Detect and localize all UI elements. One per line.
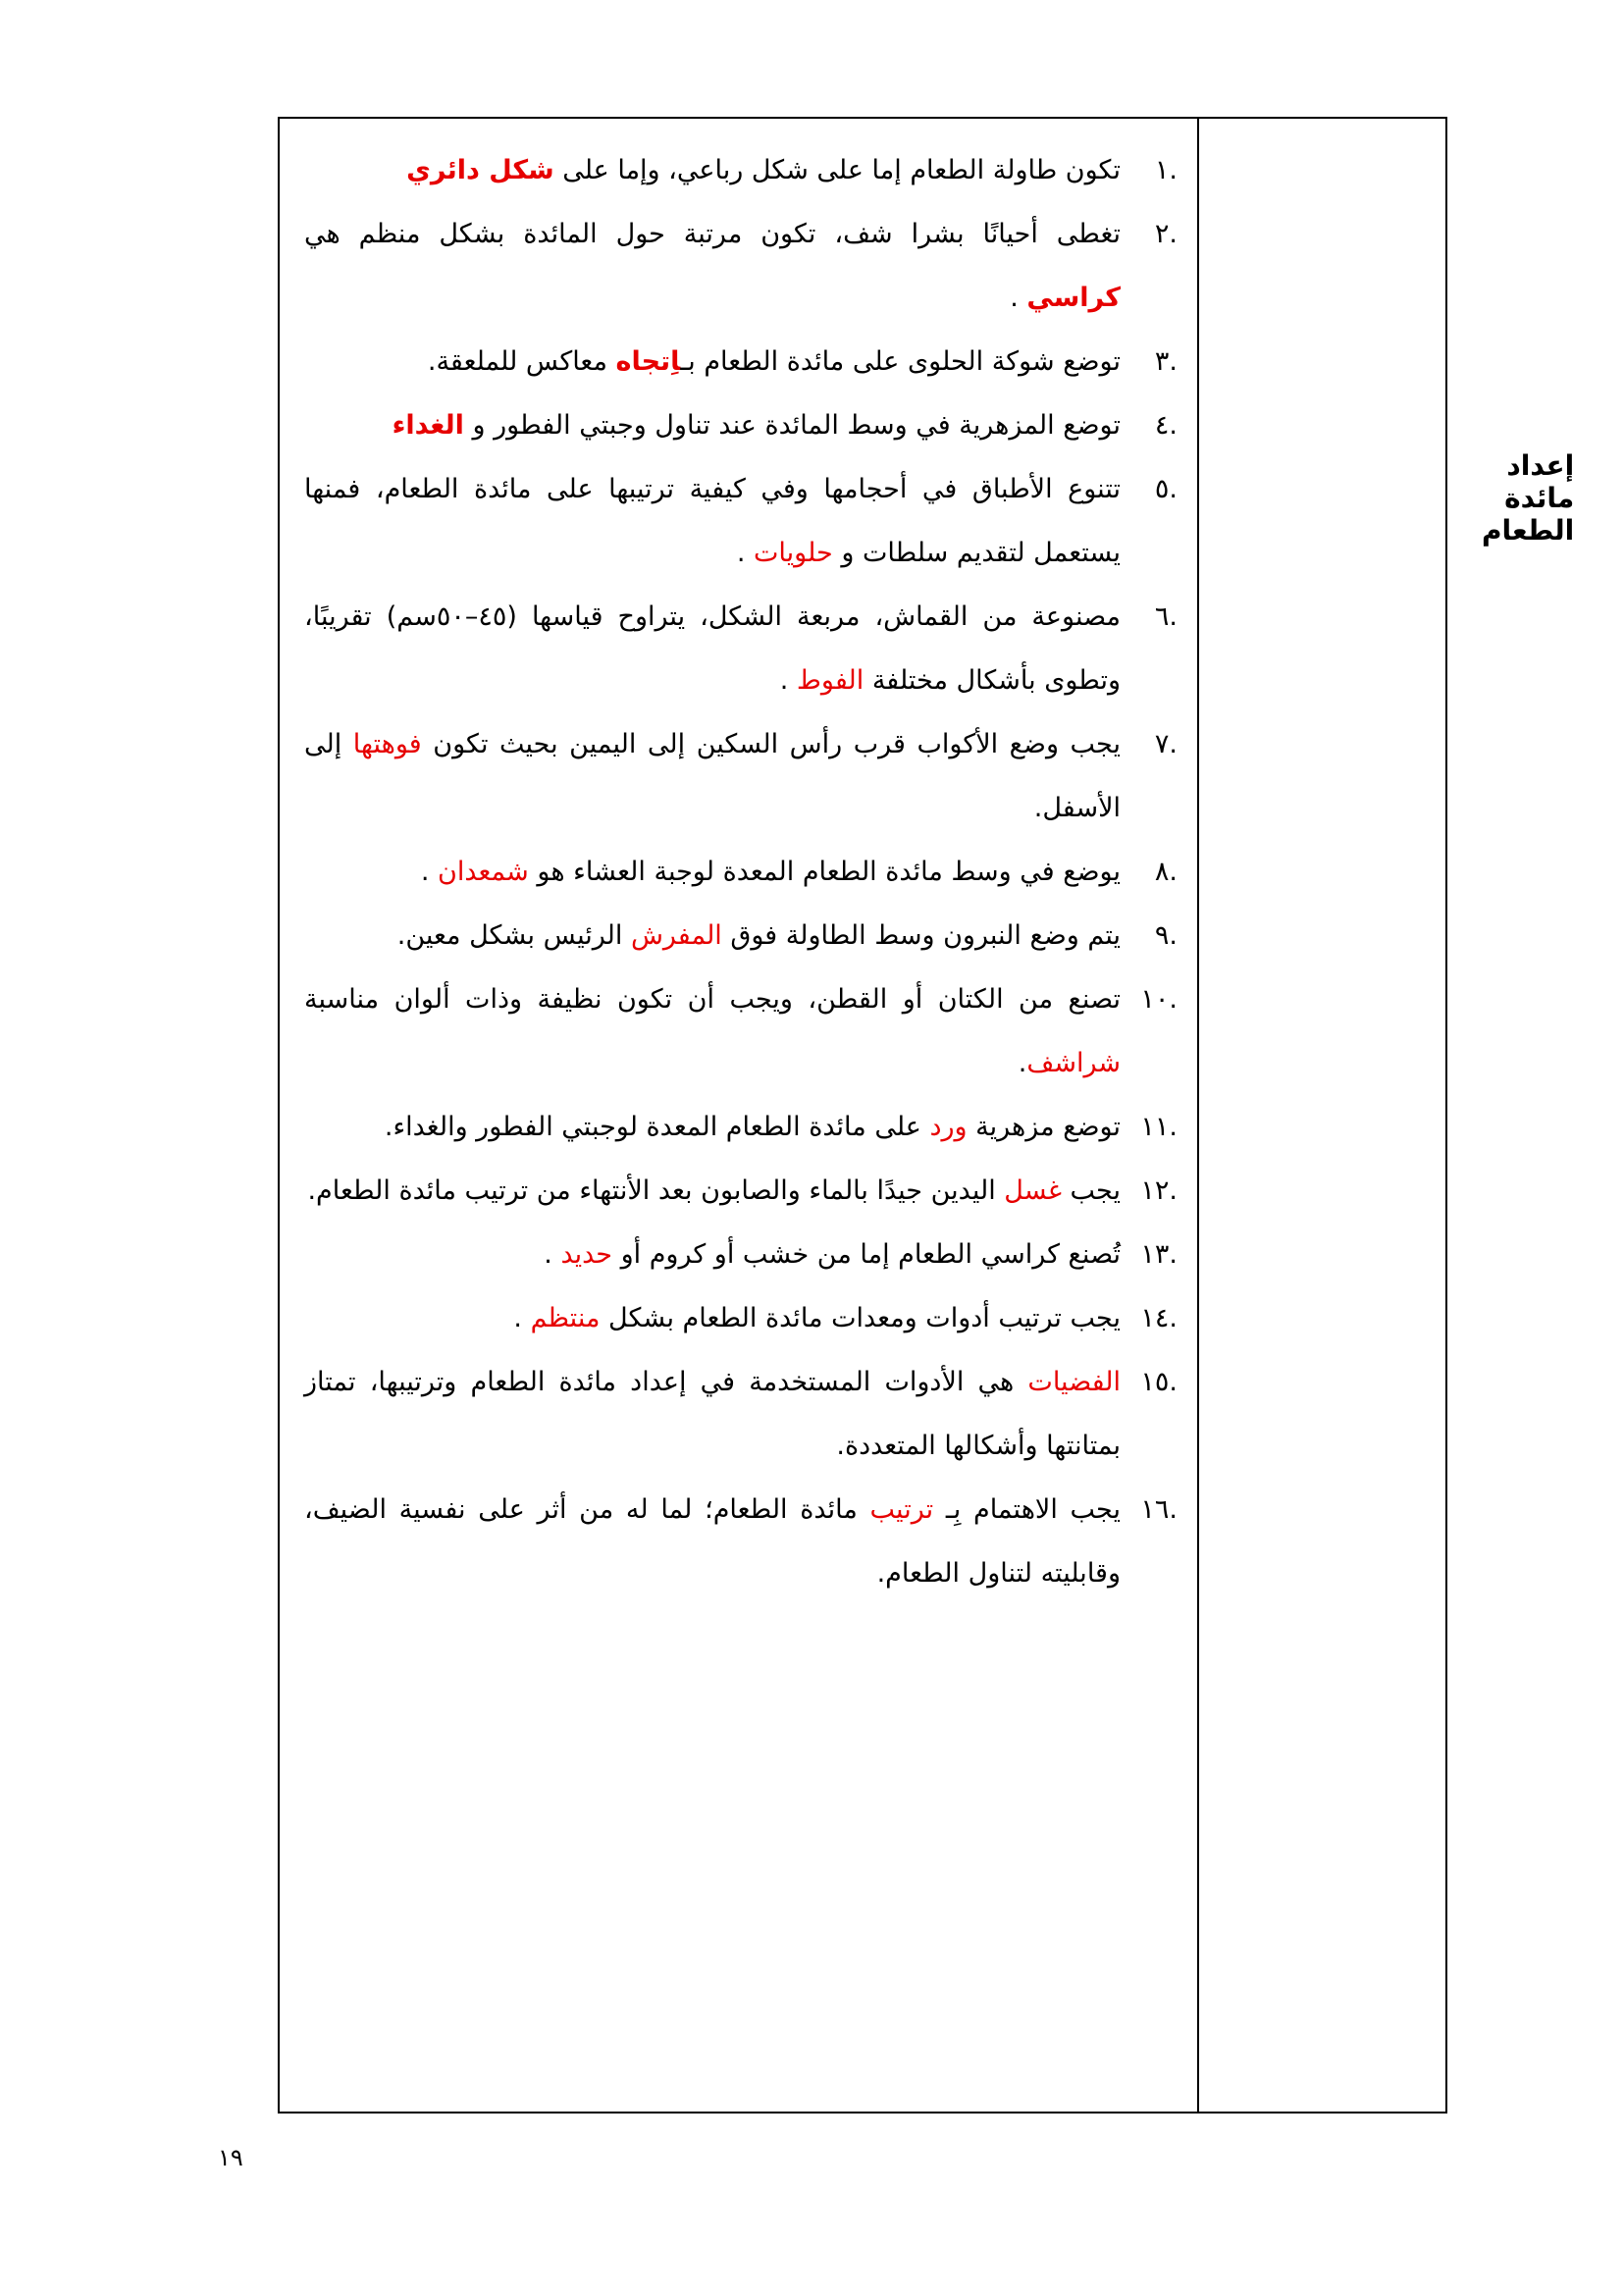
item-number: .٣	[1154, 346, 1178, 377]
list-item	[294, 1350, 1178, 1478]
list-item	[294, 967, 1178, 1095]
list-item	[294, 138, 1178, 202]
item-number: .١	[1154, 155, 1178, 185]
list-item	[294, 840, 1178, 904]
item-text-end: .	[420, 857, 439, 887]
list-item	[294, 1478, 1178, 1605]
item-text: يجب الاهتمام بِـ	[933, 1494, 1122, 1525]
item-text: تغطى أحيانًا بشرا شف، تكون مرتبة حول المائدة بشكل منظم هي	[304, 219, 1121, 249]
list-item	[294, 330, 1178, 393]
item-text-end: إلى الأسفل.	[304, 729, 1121, 823]
list-item	[294, 585, 1178, 712]
item-text: يتم وضع النبرون وسط الطاولة فوق	[721, 920, 1121, 951]
item-text-end: هي الأدوات المستخدمة في إعداد مائدة الطعام وترتيبها، تمتاز بمتانتها وأشكالها المتعددة.	[304, 1367, 1121, 1461]
item-number: .٥	[1154, 474, 1178, 504]
item-text-end: .	[1010, 283, 1027, 313]
item-number: .١٦	[1140, 1494, 1178, 1525]
item-number: .١٣	[1140, 1239, 1178, 1270]
column-divider	[1197, 119, 1199, 2112]
item-text: تتنوع الأطباق في أحجامها وفي كيفية ترتيبها على مائدة الطعام، فمنها يستعمل لتقديم سلطات و	[304, 474, 1121, 568]
item-number: .٢	[1154, 219, 1178, 249]
list-item	[294, 1223, 1178, 1286]
list-item	[294, 1286, 1178, 1350]
page-number: ١٩	[218, 2144, 243, 2171]
item-keyword: حلويات	[754, 538, 833, 568]
item-number: .٧	[1154, 729, 1178, 759]
item-text-end: على مائدة الطعام المعدة لوجبتي الفطور والغداء.	[384, 1112, 930, 1142]
item-number: .٦	[1154, 601, 1178, 632]
item-text: تُصنع كراسي الطعام إما من خشب أو كروم أو	[612, 1239, 1121, 1270]
item-keyword: شكل دائري	[406, 155, 554, 185]
list-item	[294, 1159, 1178, 1223]
item-text: يجب	[1061, 1175, 1121, 1206]
item-keyword: كراسي	[1026, 283, 1121, 313]
item-keyword: شراشف	[1026, 1048, 1121, 1078]
item-text: يجب ترتيب أدوات ومعدات مائدة الطعام بشكل	[600, 1303, 1121, 1333]
item-number: .١٥	[1140, 1367, 1178, 1397]
item-number: .١٢	[1140, 1175, 1178, 1206]
item-keyword: الفضيات	[1027, 1367, 1121, 1397]
item-keyword: حديد	[560, 1239, 612, 1270]
item-keyword: الفوط	[796, 665, 864, 696]
list-item	[294, 202, 1178, 330]
item-text: تصنع من الكتان أو القطن، ويجب أن تكون نظيفة وذات ألوان مناسبة	[304, 984, 1121, 1015]
item-keyword: شمعدان	[438, 857, 529, 887]
item-number: .٨	[1154, 857, 1178, 887]
item-number: .٤	[1154, 410, 1178, 441]
item-keyword: الغداء	[392, 410, 464, 441]
item-text: يجب وضع الأكواب قرب رأس السكين إلى اليمين بحيث تكون	[421, 729, 1121, 759]
item-keyword: اِتجاه	[615, 346, 681, 377]
items-list	[294, 138, 1178, 1605]
item-text: تكون طاولة الطعام إما على شكل رباعي، وإما على	[553, 155, 1121, 185]
item-number: .١١	[1140, 1112, 1178, 1142]
item-text-end: .	[736, 538, 754, 568]
item-number: .١٠	[1140, 984, 1178, 1015]
item-keyword: غسل	[1004, 1175, 1062, 1206]
item-number: .١٤	[1140, 1303, 1178, 1333]
list-item	[294, 457, 1178, 585]
list-item	[294, 1095, 1178, 1159]
item-text: مصنوعة من القماش، مربعة الشكل، يتراوح قياسها (٤٥–٥٠سم) تقريبًا، وتطوى بأشكال مختلفة	[304, 601, 1121, 696]
item-text-end: .	[1018, 1048, 1027, 1078]
item-text-end: .	[779, 665, 797, 696]
item-keyword: منتظم	[530, 1303, 601, 1333]
item-keyword: المفرش	[630, 920, 722, 951]
item-keyword: فوهتها	[352, 729, 422, 759]
item-text: يوضع في وسط مائدة الطعام المعدة لوجبة العشاء هو	[528, 857, 1121, 887]
list-item	[294, 712, 1178, 840]
item-number: .٩	[1154, 920, 1178, 951]
content-table	[278, 117, 1575, 2113]
item-keyword: ترتيب	[869, 1494, 934, 1525]
item-text-end: مائدة الطعام؛ لما له من أثر على نفسية الضيف، وقابليته لتناول الطعام.	[304, 1494, 1121, 1589]
item-text-end: .	[544, 1239, 561, 1270]
item-text-end: الرئيس بشكل معين.	[396, 920, 631, 951]
list-item	[294, 904, 1178, 967]
item-text: توضع المزهرية في وسط المائدة عند تناول وجبتي الفطور و	[463, 410, 1121, 441]
item-text-end: .	[513, 1303, 531, 1333]
item-keyword: ورد	[929, 1112, 968, 1142]
item-text-end: اليدين جيدًا بالماء والصابون بعد الأنتهاء من ترتيب مائدة الطعام.	[307, 1175, 1005, 1206]
item-text-end: معاكس للملعقة.	[427, 346, 616, 377]
section-title: إعداد مائدة الطعام	[1482, 449, 1575, 547]
list-item	[294, 393, 1178, 457]
item-text: توضع شوكة الحلوى على مائدة الطعام بـ	[680, 346, 1121, 377]
item-text: توضع مزهرية	[967, 1112, 1121, 1142]
